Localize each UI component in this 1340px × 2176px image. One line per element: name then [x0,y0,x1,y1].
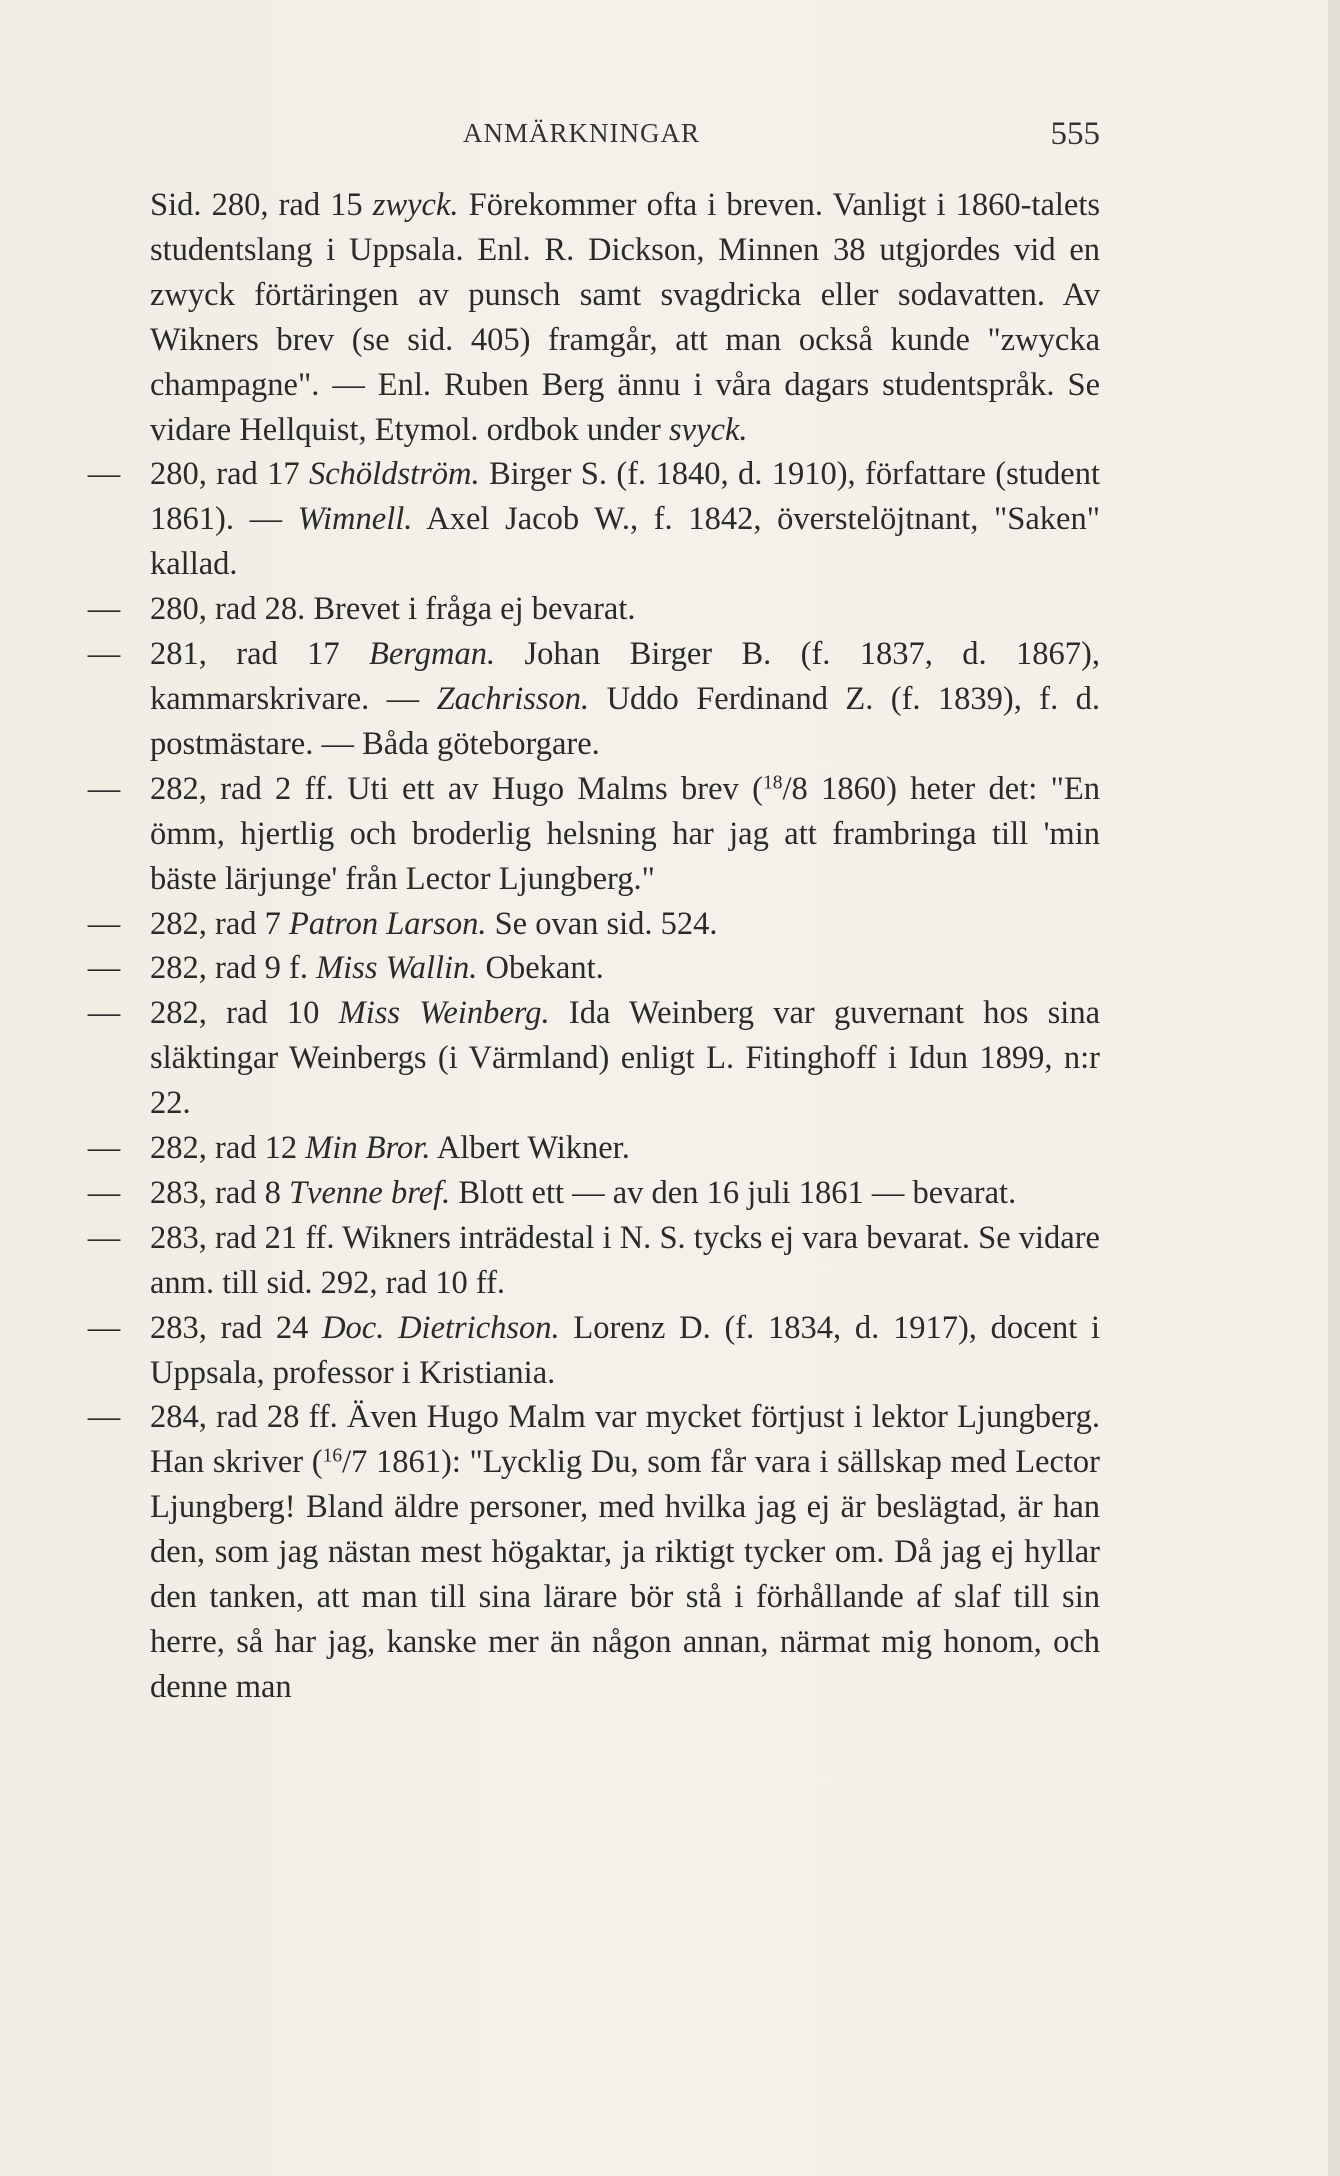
entry-282-2: — 282, rad 2 ff. Uti ett av Hugo Malms brev ($^{18}$/8 1860) heter det: "En ömm, hjertlig och broderlig helsning har jag att frambringa till 'min bäste lärjunge' från Lector Ljungberg." [87,770,1100,897]
entry-283-24: — 283, rad 24 Doc. Dietrichson. Lorenz D. (f. 1834, d. 1917), docent i Uppsala, professor i Kristiania. [87,1309,1101,1391]
entry-280-17: — 280, rad 17 Schöldström. Birger S. (f. 1840, d. 1910), författare (student 1861). — Wimnell. Axel Jacob W., f. 1842, överstelöjtnant, "Saken" kallad. [87,456,1100,583]
entry-283-8: — 283, rad 8 Tvenne bref. Blott ett — av den 16 juli 1861 — bevarat. [87,1174,1017,1211]
page-header [150,118,1100,158]
page-number: 555 [1050,116,1100,152]
entry-280-15: Sid. 280, rad 15 zwyck. Förekommer ofta i breven. Vanligt i 1860-talets studentslang i Uppsala. Enl. R. Dickson, Minnen 38 utgjordes vid en zwyck förtäringen av punsch samt svagdricka eller sodavatten. Av Wikners brev (se sid. 405) framgår, att man också kunde "zwycka champagne". — Enl. Ruben Berg ännu i våra dagars studentspråk. Se vidare Hellquist, Etymol. ordbok under svyck. [150,187,1101,448]
annotations-text [87,183,1101,1710]
entry-284-28: — 284, rad 28 ff. Även Hugo Malm var mycket förtjust i lektor Ljungberg. Han skriver ($^{16}$/7 1861): "Lycklig Du, som får vara i sällskap med Lector Ljungberg! Bland äldre personer, med hvilka jag ej är beslägtad, är han den, som jag nästan mest högaktar, ja riktigt tycker om. Då jag ej hyllar den tanken, att man till sina lärare bör stå i förhållande af slaf till sin herre, så har jag, kanske mer än någon annan, närmat mig honom, och denne man [87,1399,1100,1705]
page-edge [1328,0,1340,2176]
entry-282-9: — 282, rad 9 f. Miss Wallin. Obekant. [87,950,604,987]
entry-282-12: — 282, rad 12 Min Bror. Albert Wikner. [87,1130,630,1167]
entry-282-10: — 282, rad 10 Miss Weinberg. Ida Weinberg var guvernant hos sina släktingar Weinbergs (i Värmland) enligt L. Fitinghoff i Idun 1899, n:r 22. [87,995,1100,1122]
entry-281-17: — 281, rad 17 Bergman. Johan Birger B. (f. 1837, d. 1867), kammarskrivare. — Zachrisson. Uddo Ferdinand Z. (f. 1839), f. d. postmästare. — Båda göteborgare. [87,636,1100,762]
running-title: ANMÄRKNINGAR [463,118,701,148]
entry-283-21: — 283, rad 21 ff. Wikners inträdestal i N. S. tycks ej vara bevarat. Se vidare anm. till sid. 292, rad 10 ff. [87,1219,1100,1301]
entry-280-28: — 280, rad 28. Brevet i fråga ej bevarat. [87,591,636,628]
entry-282-7: — 282, rad 7 Patron Larson. Se ovan sid. 524. [87,905,718,942]
